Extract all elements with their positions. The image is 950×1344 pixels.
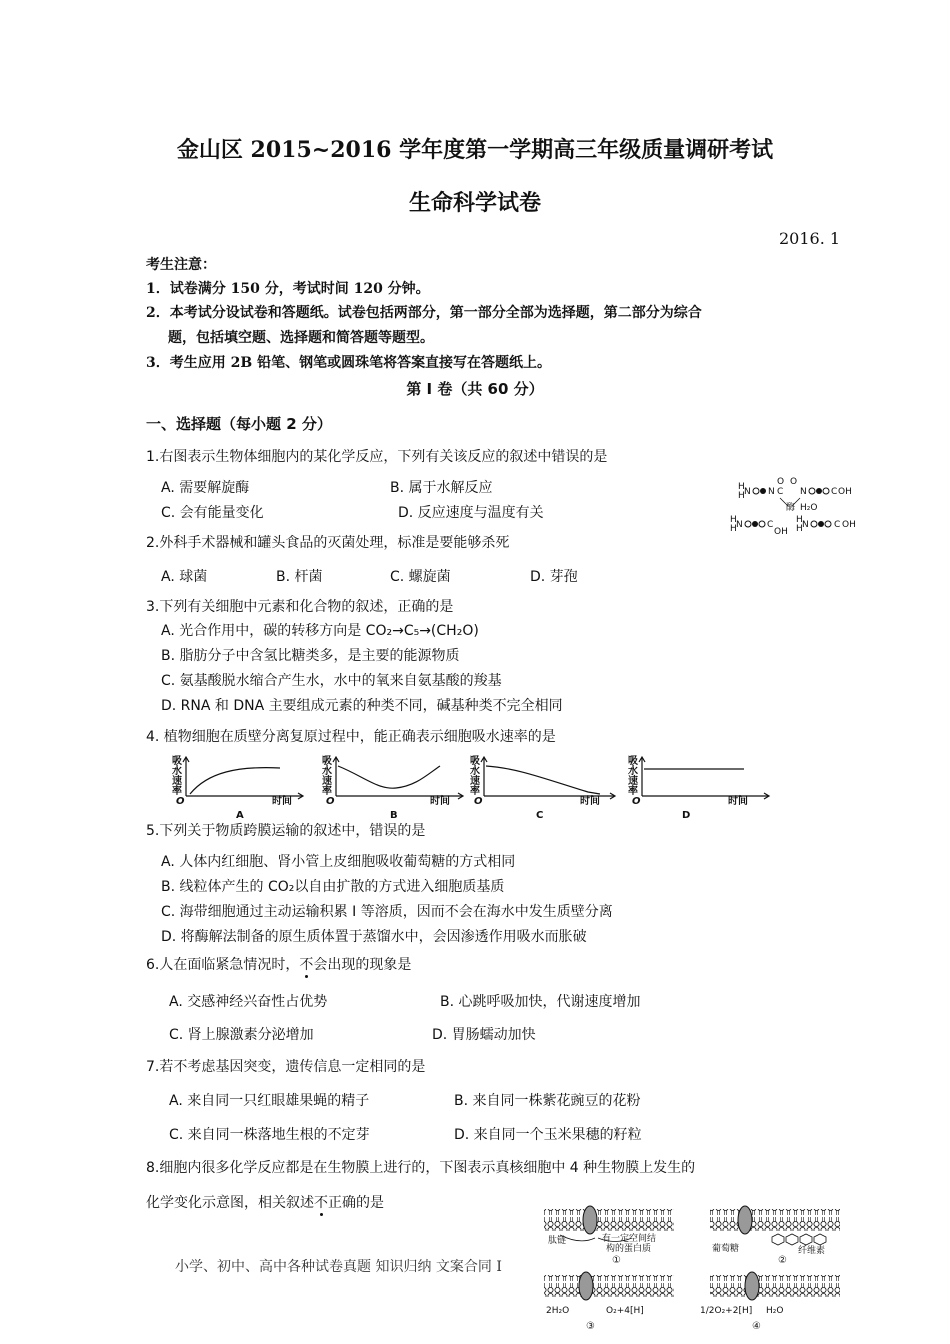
svg-text:率: 率 [470,786,480,797]
m4-left-label: 1/2O₂+2[H] [700,1306,753,1316]
q8-stem-pre: 化学变化示意图，相关叙述 [146,1195,314,1211]
page-footer: 小学、初中、高中各种试卷真题 知识归纳 文案合同 I [175,1259,502,1275]
q8-stem-post: 正确的是 [328,1195,384,1211]
m2-right-label: 纤维素 [798,1246,826,1256]
svg-text:A: A [236,810,244,821]
svg-text:速: 速 [322,776,332,787]
q2-option-a: A. 球菌 [161,569,208,585]
svg-text:水: 水 [628,766,638,777]
question-2-stem: 2.外科手术器械和罐头食品的灭菌处理，标准是要能够杀死 [146,535,510,551]
svg-text:率: 率 [172,786,182,797]
svg-text:O: O [474,796,483,807]
fig-h-1: H [738,482,745,492]
q6-option-b: B. 心跳呼吸加快，代谢速度增加 [440,994,641,1010]
q5-option-d: D. 将酶解法制备的原生质体置于蒸馏水中，会因渗透作用吸水而胀破 [161,929,587,945]
svg-text:吸: 吸 [172,756,182,767]
fig-water-label: H₂O [800,503,818,513]
svg-text:O: O [632,796,641,807]
fig-oh-3: OH [842,520,856,530]
fig-oh-2: OH [774,527,788,537]
q5-option-c: C. 海带细胞通过主动运输积累 I 等溶质，因而不会在海水中发生质壁分离 [161,904,613,920]
question-7-stem: 7.若不考虑基因突变，遗传信息一定相同的是 [146,1059,426,1075]
q7-option-a: A. 来自同一只红眼雄果蝇的精子 [169,1093,370,1109]
exam-subtitle: 生命科学试卷 [408,190,541,216]
section-heading: 一、选择题（每小题 2 分） [146,415,332,433]
m2-number: ② [778,1255,787,1266]
svg-text:时间: 时间 [430,796,450,807]
fig-n-4: N [736,520,743,530]
notice-item-2-cont: 题，包括填空题、选择题和简答题等题型。 [168,330,434,346]
svg-text:O: O [176,796,185,807]
q8-stem-emphasis: 不 [314,1195,328,1211]
q6-stem-pre: 6.人在面临紧急情况时， [146,957,300,973]
question-8-stem-line2 [146,1192,384,1212]
q6-stem-emphasis: 不 [299,957,314,973]
q6-option-a: A. 交感神经兴奋性占优势 [169,994,328,1010]
q2-option-c: C. 螺旋菌 [390,569,451,585]
graph-a [172,754,292,821]
q2-option-d: D. 芽孢 [530,569,578,585]
exam-date: 2016. 1 [779,229,841,248]
q7-option-c: C. 来自同一株落地生根的不定芽 [169,1127,370,1143]
exam-title: 金山区 2015~2016 学年度第一学期高三年级质量调研考试 [176,137,774,163]
m1-right-label-1: 有一定空间结 [602,1234,657,1244]
q3-option-a: A. 光合作用中，碳的转移方向是 CO₂→C₅→(CH₂O) [161,623,479,639]
notice-item-1: 1．试卷满分 150 分，考试时间 120 分钟。 [146,281,430,297]
fig-o-2: O [790,477,798,487]
q6-option-d: D. 胃肠蠕动加快 [432,1027,536,1043]
q6-option-c: C. 肾上腺激素分泌增加 [169,1027,314,1043]
svg-text:水: 水 [322,766,332,777]
svg-text:吸: 吸 [322,756,332,767]
m1-left-label: 肽链 [548,1236,567,1246]
q5-option-b: B. 线粒体产生的 CO₂以自由扩散的方式进入细胞质基质 [161,879,505,895]
question-4-stem: 4. 植物细胞在质壁分离复原过程中，能正确表示细胞吸水速率的是 [146,729,556,745]
fig-enzyme-label: 酶 [786,503,796,513]
question-6-stem [146,954,411,974]
q1-option-a: A. 需要解旋酶 [161,480,250,496]
fig-h-3: H [730,515,737,525]
fig-n-5: N [802,520,809,530]
question-1-stem: 1.右图表示生物体细胞内的某化学反应，下列有关该反应的叙述中错误的是 [146,449,608,465]
svg-text:O: O [326,796,335,807]
graph-c [470,754,600,821]
q4-graphs [168,754,778,822]
m4-number: ④ [752,1321,761,1332]
q1-option-b: B. 属于水解反应 [390,480,493,496]
svg-text:B: B [390,810,398,821]
svg-text:吸: 吸 [628,756,638,767]
svg-text:C: C [536,810,544,821]
q1-peptide-figure [730,476,880,540]
q2-option-b: B. 杆菌 [276,569,323,585]
m1-right-label-2: 构的蛋白质 [606,1244,652,1254]
fig-c-1: C [777,487,784,497]
fig-h-6: H [796,524,803,534]
m4-right-label: H₂O [766,1306,784,1316]
svg-text:水: 水 [172,766,182,777]
fig-oh-1: OH [838,487,852,497]
q8-membrane-figure [540,1205,870,1341]
notice-item-2: 2．本考试分设试卷和答题纸。试卷包括两部分，第一部分全部为选择题，第二部分为综合 [146,305,702,321]
q7-option-d: D. 来自同一个玉米果穗的籽粒 [454,1127,642,1143]
fig-n-2: N [768,487,775,497]
fig-n-3: N [800,487,807,497]
m3-number: ③ [586,1321,595,1332]
q1-option-d: D. 反应速度与温度有关 [398,505,544,521]
q1-option-c: C. 会有能量变化 [161,505,264,521]
fig-o-1: O [777,477,785,487]
svg-text:吸: 吸 [470,756,480,767]
fig-h-2: H [738,491,745,501]
fig-c-2: C [831,487,838,497]
part-heading: 第 I 卷（共 60 分） [406,380,544,398]
question-5-stem: 5.下列关于物质跨膜运输的叙述中，错误的是 [146,823,426,839]
m2-left-label: 葡萄糖 [712,1244,740,1254]
svg-text:水: 水 [470,766,480,777]
fig-c-3: C [767,520,774,530]
m3-right-label: O₂+4[H] [606,1306,644,1316]
graph-d [628,754,748,821]
fig-n-1: N [744,487,751,497]
svg-text:速: 速 [172,776,182,787]
question-8-stem-line1: 8.细胞内很多化学反应都是在生物膜上进行的，下图表示真核细胞中 4 种生物膜上发生的 [146,1160,696,1176]
svg-text:速: 速 [470,776,480,787]
fig-c-4: C [834,520,841,530]
q5-option-a: A. 人体内红细胞、肾小管上皮细胞吸收葡萄糖的方式相同 [161,854,516,870]
svg-text:D: D [682,810,691,821]
q7-option-b: B. 来自同一株紫花豌豆的花粉 [454,1093,641,1109]
notice-item-3: 3．考生应用 2B 铅笔、钢笔或圆珠笔将答案直接写在答题纸上。 [146,355,552,371]
svg-text:时间: 时间 [728,796,748,807]
q3-option-b: B. 脂肪分子中含氢比糖类多，是主要的能源物质 [161,648,460,664]
svg-text:速: 速 [628,776,638,787]
q3-option-c: C. 氨基酸脱水缩合产生水，水中的氧来自氨基酸的羧基 [161,673,502,689]
fig-h-5: H [796,515,803,525]
q3-option-d: D. RNA 和 DNA 主要组成元素的种类不同，碱基种类不完全相同 [161,698,563,714]
notice-heading: 考生注意： [146,257,216,273]
svg-text:时间: 时间 [580,796,600,807]
question-3-stem: 3.下列有关细胞中元素和化合物的叙述，正确的是 [146,599,454,615]
m3-left-label: 2H₂O [546,1306,570,1316]
svg-text:率: 率 [628,786,638,797]
svg-text:率: 率 [322,786,332,797]
m1-number: ① [612,1255,621,1266]
fig-h-4: H [730,524,737,534]
q6-stem-post: 会出现的现象是 [313,957,412,973]
svg-text:时间: 时间 [272,796,292,807]
